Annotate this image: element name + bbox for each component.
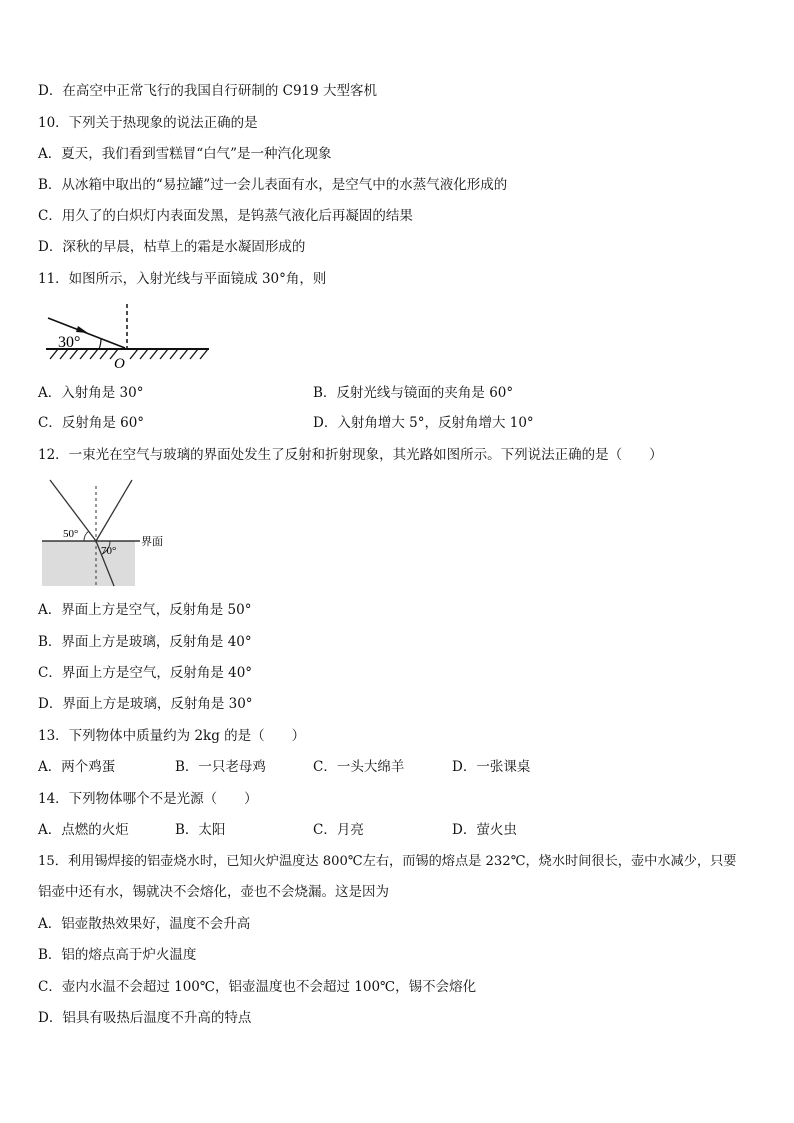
q14-option-d: D．萤火虫	[452, 822, 517, 838]
q15-option-c: C．壶内水温不会超过 100℃，铝壶温度也不会超过 100℃，锡不会熔化	[38, 979, 477, 995]
q14-stem: 14．下列物体哪个不是光源（ ）	[38, 791, 258, 807]
q15-option-a: A．铝壶散热效果好，温度不会升高	[38, 916, 251, 932]
q13-option-a: A．两个鸡蛋	[38, 759, 116, 775]
q11-option-c: C．反射角是 60°	[38, 415, 145, 431]
q11-point-label: O	[114, 356, 125, 372]
q10-option-c: C．用久了的白炽灯内表面发黑，是钨蒸气液化后再凝固的结果	[38, 208, 413, 224]
q13-stem: 13．下列物体中质量约为 2kg 的是（ ）	[38, 728, 306, 744]
q15-stem-line2: 铝壶中还有水，锡就决不会熔化，壶也不会烧漏。这是因为	[38, 884, 389, 900]
q13-option-d: D．一张课桌	[452, 759, 531, 775]
q14-option-c: C．月亮	[313, 822, 364, 838]
q14-option-b: B．太阳	[175, 822, 226, 838]
q10-stem: 10．下列关于热现象的说法正确的是	[38, 115, 258, 131]
q12-option-d: D．界面上方是玻璃，反射角是 30°	[38, 696, 253, 712]
q12-refraction-figure	[40, 478, 170, 588]
q12-option-b: B．界面上方是玻璃，反射角是 40°	[38, 634, 252, 650]
q11-stem: 11．如图所示，入射光线与平面镜成 30°角，则	[38, 271, 327, 287]
q12-interface-label: 界面	[141, 535, 163, 548]
q12-option-c: C．界面上方是空气，反射角是 40°	[38, 665, 253, 681]
q12-option-a: A．界面上方是空气，反射角是 50°	[38, 602, 252, 618]
q11-angle-label: 30°	[58, 334, 81, 351]
q10-option-d: D．深秋的早晨，枯草上的霜是水凝固形成的	[38, 239, 306, 255]
q11-option-b: B．反射光线与镜面的夹角是 60°	[313, 385, 514, 401]
q11-option-a: A．入射角是 30°	[38, 385, 144, 401]
q11-mirror-figure	[44, 302, 214, 372]
q9-option-d: D．在高空中正常飞行的我国自行研制的 C919 大型客机	[38, 83, 378, 99]
q13-option-b: B．一只老母鸡	[175, 759, 266, 775]
q12-angle-bottom: 70°	[101, 545, 117, 557]
q15-option-d: D．铝具有吸热后温度不升高的特点	[38, 1010, 252, 1026]
q15-stem-line1: 15．利用锡焊接的铝壶烧水时，已知火炉温度达 800℃左右，而锡的熔点是 232℃，烧水时间很长，壶中水减少，只要	[38, 854, 737, 869]
q10-option-a: A．夏天，我们看到雪糕冒“白气”是一种汽化现象	[38, 146, 332, 162]
q13-option-c: C．一头大绵羊	[313, 759, 405, 775]
q12-stem: 12．一束光在空气与玻璃的界面处发生了反射和折射现象，其光路如图所示。下列说法正确的是（ ）	[38, 447, 663, 463]
q12-angle-top: 50°	[63, 528, 79, 540]
q10-option-b: B．从冰箱中取出的“易拉罐”过一会儿表面有水，是空气中的水蒸气液化形成的	[38, 177, 508, 193]
q11-option-d: D．入射角增大 5°，反射角增大 10°	[313, 415, 534, 431]
q15-option-b: B．铝的熔点高于炉火温度	[38, 947, 197, 963]
q14-option-a: A．点燃的火炬	[38, 822, 129, 838]
